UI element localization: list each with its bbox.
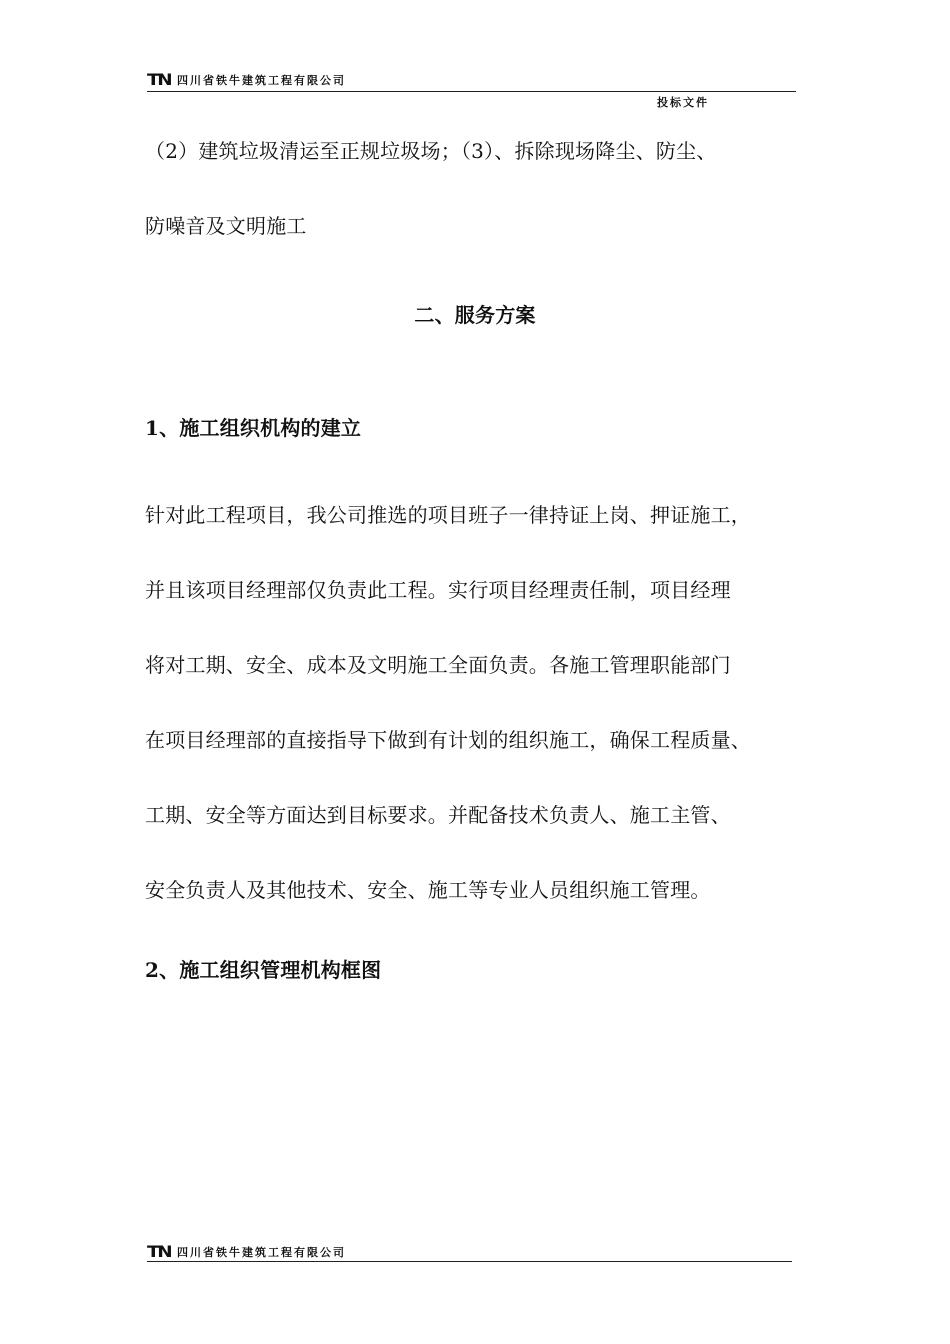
header-company-name: 四川省铁牛建筑工程有限公司 [177,74,346,87]
section-title: 二、服务方案 [414,303,536,327]
footer-logo: TN [147,1242,171,1261]
subsection-2-heading: 2、施工组织管理机构框图 [145,958,382,982]
paragraph-line-5: 工期、安全等方面达到目标要求。并配备技术负责人、施工主管、 [145,803,731,827]
page-footer [147,1243,792,1262]
page-header [147,71,796,92]
paragraph-line-6: 安全负责人及其他技术、安全、施工等专业人员组织施工管理。 [145,878,711,902]
intro-line-1: （2）建筑垃圾清运至正规垃圾场；（3）、拆除现场降尘、防尘、 [145,139,717,163]
header-document-type: 投标文件 [657,96,709,109]
footer-company-name: 四川省铁牛建筑工程有限公司 [177,1246,346,1259]
company-logo: TN [147,70,171,89]
paragraph-line-2: 并且该项目经理部仅负责此工程。实行项目经理责任制，项目经理 [145,578,731,602]
paragraph-line-1: 针对此工程项目，我公司推选的项目班子一律持证上岗、押证施工， [145,503,751,527]
paragraph-line-4: 在项目经理部的直接指导下做到有计划的组织施工，确保工程质量、 [145,728,751,752]
paragraph-line-3: 将对工期、安全、成本及文明施工全面负责。各施工管理职能部门 [145,653,731,677]
subsection-1-heading: 1、施工组织机构的建立 [145,416,362,440]
intro-line-2: 防噪音及文明施工 [145,214,307,238]
